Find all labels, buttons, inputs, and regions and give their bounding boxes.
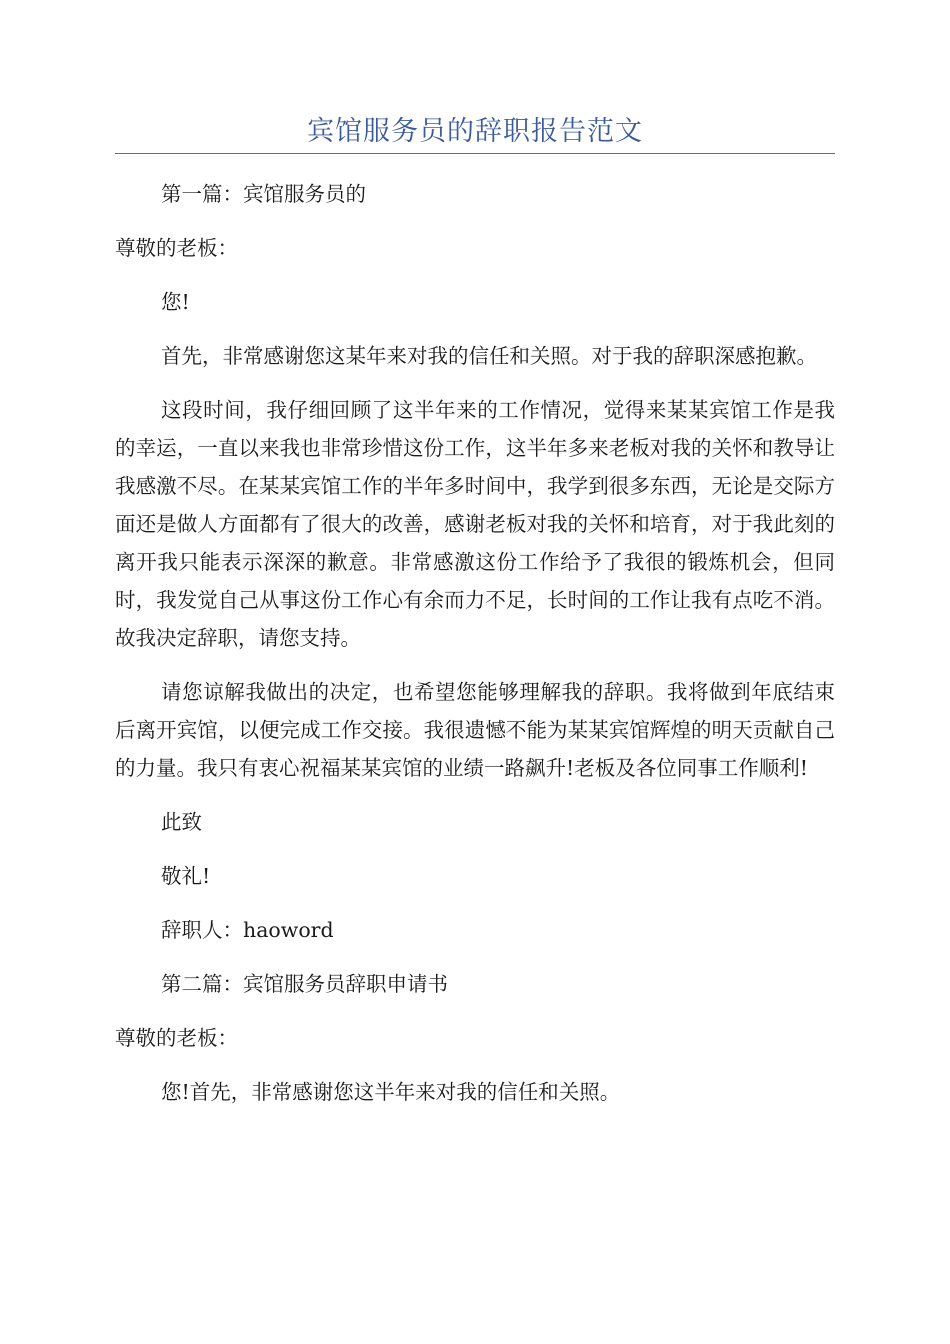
document-body bbox=[115, 175, 835, 1127]
paragraph-signature: 辞职人：haoword bbox=[161, 918, 334, 942]
paragraph-section-heading-2: 第二篇：宾馆服务员辞职申请书 bbox=[161, 972, 448, 996]
paragraph-regards: 敬礼! bbox=[161, 864, 211, 888]
paragraph-greeting-2: 您!首先，非常感谢您这半年来对我的信任和关照。 bbox=[161, 1080, 621, 1104]
title-underline bbox=[115, 153, 835, 154]
paragraph-section-heading-1: 第一篇：宾馆服务员的 bbox=[161, 182, 366, 206]
paragraph-salutation-2: 尊敬的老板： bbox=[115, 1026, 238, 1050]
paragraph-greeting-1: 您! bbox=[161, 290, 190, 314]
document-title: 宾馆服务员的辞职报告范文 bbox=[307, 116, 643, 147]
paragraph-body-1: 首先，非常感谢您这某年来对我的信任和关照。对于我的辞职深感抱歉。 bbox=[161, 344, 817, 368]
paragraph-body-3: 请您谅解我做出的决定，也希望您能够理解我的辞职。我将做到年底结束后离开宾馆，以便完成工作交接。我很遗憾不能为某某宾馆辉煌的明天贡献自己的力量。我只有衷心祝福某某宾馆的业绩一路飙升!老板及各位同事工作顺利! bbox=[115, 680, 835, 780]
paragraph-body-2: 这段时间，我仔细回顾了这半年来的工作情况，觉得来某某宾馆工作是我的幸运，一直以来我也非常珍惜这份工作，这半年多来老板对我的关怀和教导让我感激不尽。在某某宾馆工作的半年多时间中，我学到很多东西，无论是交际方面还是做人方面都有了很大的改善，感谢老板对我的关怀和培育，对于我此刻的离开我只能表示深深的歉意。非常感激这份工作给予了我很的锻炼机会，但同时，我发觉自己从事这份工作心有余而力不足，长时间的工作让我有点吃不消。故我决定辞职，请您支持。 bbox=[115, 398, 835, 650]
paragraph-salutation-1: 尊敬的老板： bbox=[115, 236, 238, 260]
paragraph-closing: 此致 bbox=[161, 810, 202, 834]
